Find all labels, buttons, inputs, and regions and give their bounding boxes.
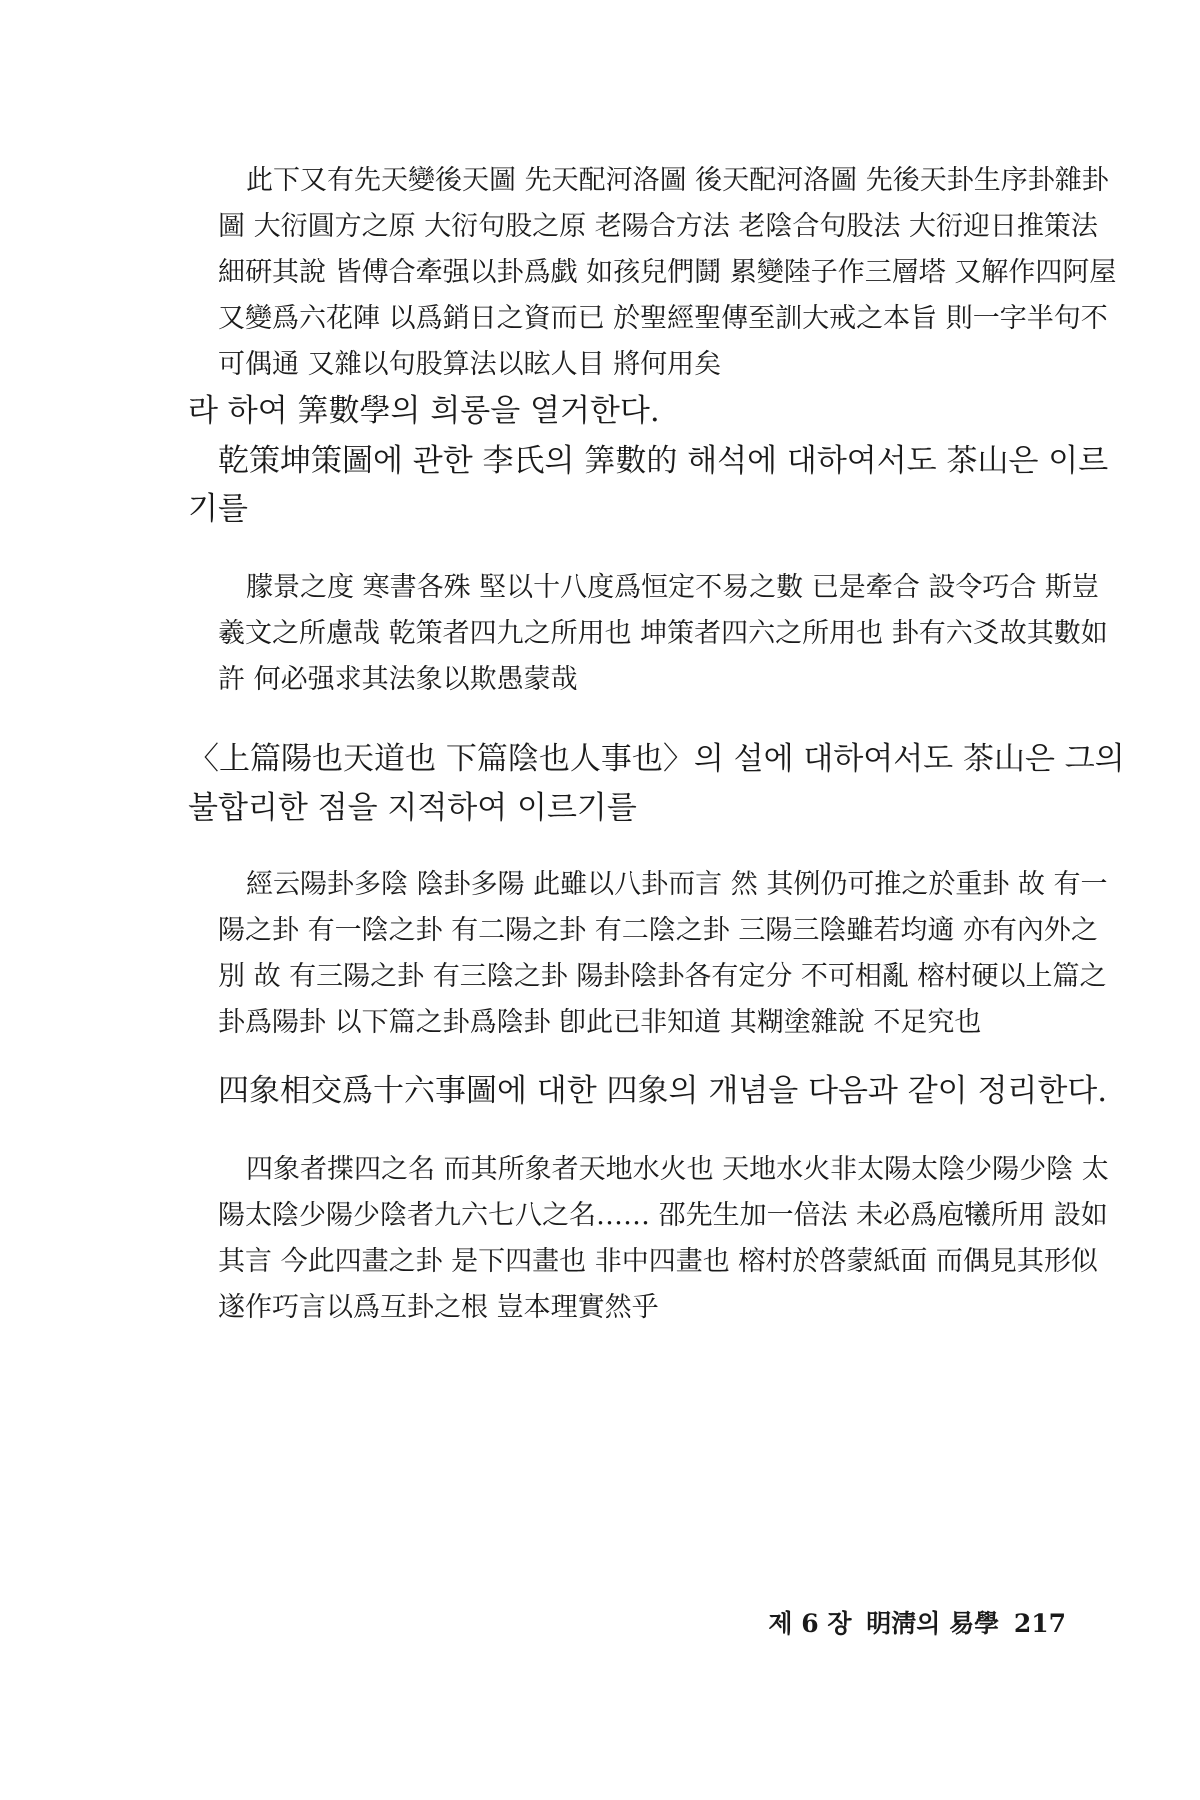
body-text-line: 라 하여 筭數學의 희롱을 열거한다. [188,393,660,429]
quote-block-1 [218,158,1117,388]
body-text-line: 〈上篇陽也天道也 下篇陰也人事也〉의 설에 대하여서도 茶山은 그의 [188,741,1125,777]
quote-line: 卦爲陽卦 以下篇之卦爲陰卦 卽此已非知道 其糊塗雜說 不足究也 [218,1007,982,1038]
body-text-line: 四象相交爲十六事圖에 대한 四象의 개념을 다음과 같이 정리한다. [218,1073,1108,1109]
quote-block-4 [218,1147,1109,1331]
page-number: 217 [1013,1609,1066,1638]
quote-line: 別 故 有三陽之卦 有三陰之卦 陽卦陰卦各有定分 不可相亂 榕村硬以上篇之 [218,961,1107,992]
quote-line: 陽之卦 有一陰之卦 有二陽之卦 有二陰之卦 三陽三陰雖若均適 亦有內外之 [218,915,1098,946]
body-text-line: 乾策坤策圖에 관한 李氏의 筭數的 해석에 대하여서도 茶山은 이르 [218,443,1109,479]
quote-line: 細硏其說 皆傅合牽强以卦爲戯 如孩兒們鬪 累變陸子作三層塔 又解作四阿屋 [218,257,1117,288]
quote-line: 朦景之度 寒書各殊 堅以十八度爲恒定不易之數 已是牽合 設令巧合 斯豈 [246,572,1099,603]
quote-line: 許 何必强求其法象以欺愚蒙哉 [218,664,578,695]
body-text-line: 불합리한 점을 지적하여 이르기를 [188,790,637,826]
quote-line: 羲文之所慮哉 乾策者四九之所用也 坤策者四六之所用也 卦有六爻故其數如 [218,618,1108,649]
quote-line: 又變爲六花陣 以爲銷日之資而已 於聖經聖傳至訓大戒之本旨 則一字半句不 [218,303,1108,334]
page-footer [762,1604,1066,1640]
footer-chapter: 제 6 장 [768,1609,852,1638]
quote-line: 其言 今此四畫之卦 是下四畫也 非中四畫也 榕村於啓蒙紙面 而偶見其形似 [218,1246,1098,1277]
quote-line: 可偶通 又雜以句股算法以眩人目 將何用矣 [218,349,722,380]
body-text-line: 기를 [188,491,248,527]
quote-line: 陽太陰少陽少陰者九六七八之名…… 邵先生加一倍法 未必爲庖犧所用 設如 [218,1200,1108,1231]
quote-block-2 [218,565,1108,703]
quote-line: 此下又有先天變後天圖 先天配河洛圖 後天配河洛圖 先後天卦生序卦雜卦 [246,165,1109,196]
quote-line: 四象者揲四之名 而其所象者天地水火也 天地水火非太陽太陰少陽少陰 太 [246,1154,1109,1185]
quote-line: 經云陽卦多陰 陰卦多陽 此雖以八卦而言 然 其例仍可推之於重卦 故 有一 [246,869,1108,900]
footer-title: 明淸의 易學 [866,1609,1000,1638]
quote-block-3 [218,862,1108,1046]
quote-line: 圖 大衍圓方之原 大衍句股之原 老陽合方法 老陰合句股法 大衍迎日推策法 [218,211,1098,242]
quote-line: 遂作巧言以爲互卦之根 豈本理實然乎 [218,1292,659,1323]
